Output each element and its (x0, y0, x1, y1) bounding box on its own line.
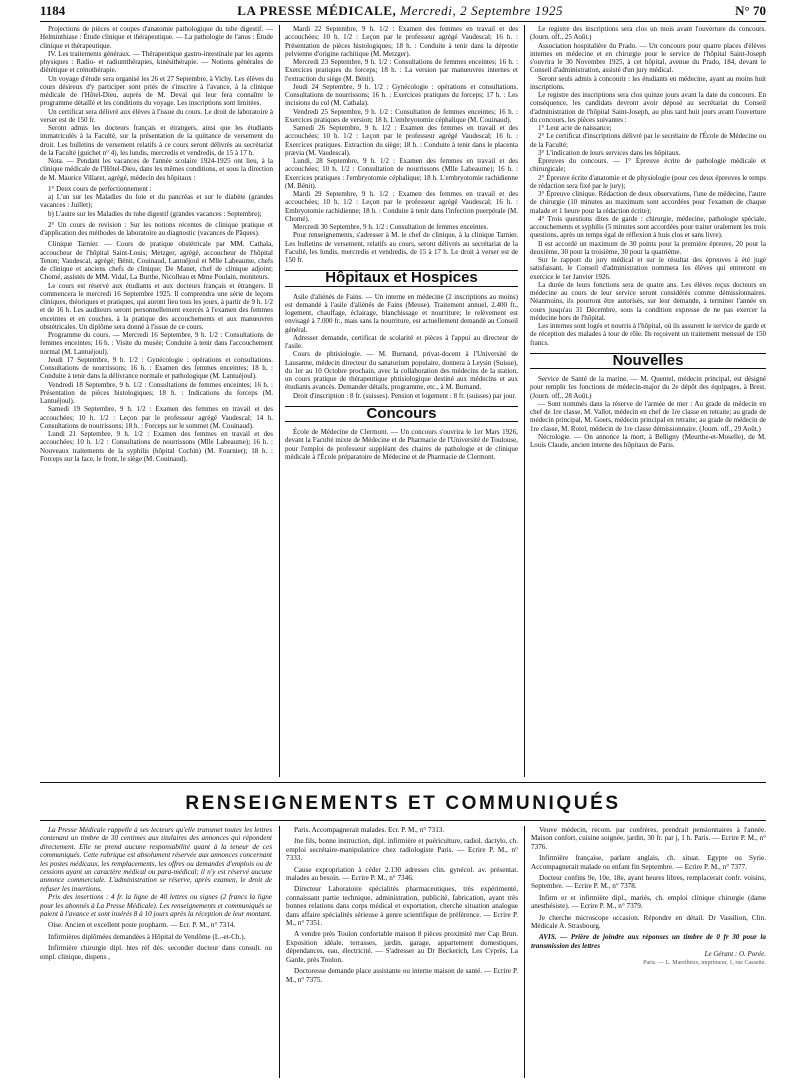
paragraph: Oise. Ancien et excellent poste propharm. — Ecr. P. M., n° 7314. (48, 921, 236, 930)
paragraph: Le registre des inscriptions sera clos un mois avant l'ouverture du concours. (Journ. off., 25 Août.) (530, 25, 766, 42)
paragraph: Mercredi 30 Septembre, 9 h. 1/2 : Consultation de femmes enceintes. (293, 223, 489, 231)
section-rule (40, 782, 766, 783)
paragraph: Projections de pièces et coupes d'anatomie pathologique du tube digestif. — Helminthiase : Étude clinique et thérapeutique. — La pathologie de l'anus : Étude clinique et thérapeutique. (40, 25, 273, 50)
paragraph: Association hospitalière du Prado. — Un concours pour quatre places d'élèves internes en médecine et en chirurgie pour le service de l'hôpital Saint-Joseph s'ouvrira le 30 Novembre 1925, à cet hôpital, avenue du Prado, 184, devant le Conseil d'administration, assisté d'un jury médical. (530, 41, 766, 75)
paragraph: Il est accordé un maximum de 30 points pour la première épreuve, 20 pour la deuxième, 30 pour la troisième, 30 pour la quatrième. (530, 239, 766, 256)
paragraph: Service de Santé de la marine. — M. Quentel, médecin principal, est désigné pour remplir les fonctions de médecin-major du 2e dépôt des équipages, à Brest. (Journ. off., 28 Août.) (530, 375, 766, 400)
paragraph: a) L'un sur les Maladies du foie et du pancréas et sur le diabète (grandes vacances : Juillet); (40, 193, 273, 210)
paragraph: Le Gérant : O. Porée. (704, 950, 766, 959)
paragraph: Seront seuls admis à concourir : les étudiants en médecine, ayant au moins huit inscriptions. (530, 74, 766, 91)
paragraph: IV. Les traitements généraux. — Thérapeutique gastro-intestinale par les agents physiques : Radio- et radiumthérapies, kinésithérapie. — Notions générales de diététique et crénothérapie. (40, 49, 273, 75)
paragraph: Jeudi 24 Septembre, 9 h. 1/2 : Gynécologie : opérations et consultations. Consultations de nourrissons; 16 h. : Exercices pratiques du forceps; 17 h. : Les incisions du col (M. Cathala). (285, 82, 518, 108)
paragraph: Doctoresse demande place assistante ou interne maison de santé. — Ecrire P. M., n° 7375. (286, 967, 518, 984)
paragraph: Prix des insertions : 4 fr. la ligne de 40 lettres ou signes (2 francs la ligne pour les abonnés à La Presse Médicale). Les renseignements et communiqués se paient à l'avance et sont insérés 8 à 10 jours après la réception de leur montant. (40, 893, 272, 919)
journal-title (237, 3, 563, 19)
paragraph: Programme du cours. — Mercredi 16 Septembre, 9 h. 1/2 : Consultations de femmes enceintes; 16 h. : Visite du musée; Conduite à tenir dans l'accouchement normal (M. Lantuéjoul). (40, 331, 273, 356)
column-divider (524, 25, 525, 777)
paragraph: 2° Un cours de revision : Sur les notions récentes de clinique pratique et d'application des méthodes de laboratoire au diagnostic (vacances de Pâques). (40, 220, 273, 237)
paragraph: Vendredi 25 Septembre, 9 h. 1/2 : Consultation de femmes enceintes; 16 h. : Exercices pratiques de version; 18 h. L'embryotomie céphalique (M. Couinaud). (285, 107, 518, 124)
paragraph: Un certificat sera délivré aux élèves à l'issue du cours. Le droit de laboratoire à verser est de 150 fr. (40, 107, 273, 124)
paragraph: Infirmières diplômées demandées à Hôpital de Vendôme (L.-et-Ch.). (48, 932, 246, 941)
section-rule (40, 820, 766, 821)
paragraph: Jne fils, bonne instruction, dipl. infirmière et puériculture, radiol. dactylo, ch. emploi secrétaire-manipulatrice chez radiologiste Paris. — Ecrire P. M., n° 7333. (286, 837, 518, 863)
paragraph: Le registre des inscriptions sera clos quinze jours avant la date du concours. En conséquence, les candidats devront avoir déposé au secrétariat du Conseil d'administration de l'hôpital Saint-Joseph, au plus tard huit jours avant l'ouverture du concours, les pièces suivantes : (530, 91, 766, 124)
ads-column-2 (286, 826, 518, 1078)
paragraph: 2° Épreuve écrite d'anatomie et de physiologie (pour ces deux épreuves le temps de rédaction sera fixé par le jury); (530, 173, 766, 190)
paragraph: Pour renseignements, s'adresser à M. le chef de clinique, à la clinique Tarnier. Les bulletins de versement, relatifs au cours, seront délivrés au secrétariat de la Faculté, les lundis, mercredis et vendredis, de 15 à 17 h. Le droit à verser est de 150 fr. (285, 231, 518, 264)
paragraph: Nota. — Pendant les vacances de l'année scolaire 1924-1925 ont lieu, à la clinique médicale de l'Hôtel-Dieu, dans les mêmes conditions, et sous la direction de M. Maurice Villaret, agrégé, médecin des hôpitaux : (40, 157, 273, 182)
paragraph: Veuve médecin, recom. par confrères, prendrait pensionnaires à l'année. Maison confort, cuisine soignée, jardin, 30 fr. par j, 1 h. Paris. — Ecrire P. M., n° 7376. (531, 826, 766, 851)
issue-number: N° 70 (735, 3, 766, 18)
paragraph: Nécrologie. — On annonce la mort, à Belligny (Meurthe-et-Moselle), de M. Louis Claude, ancien interne des hôpitaux de Paris. (530, 432, 766, 449)
section-heading: Concours (285, 406, 518, 422)
column-divider (279, 826, 280, 1078)
paragraph: Droit d'inscription : 8 fr. (suisses). Pension et logement : 8 fr. (suisses) par jour. (293, 391, 517, 400)
paragraph: Je cherche microscope occasion. Répondre en détail. Dr Vassilion, Clin. Médicale A. Strasbourg. (531, 913, 766, 931)
page-header (40, 3, 766, 21)
paragraph: 3° Épreuve clinique. Rédaction de deux observations, l'une de médecine, l'autre de chirurgie (10 minutes au maximum sont accordées pour l'examen de chaque malade et 1 heure pour la rédaction écrite); (530, 190, 766, 215)
paragraph: 2° Le certificat d'inscriptions délivré par le secrétaire de l'École de Médecine ou de la Faculté; (530, 132, 766, 149)
paragraph: Infirmière chirurgie dipl. htes réf dés. seconder docteur dans consult. ou empl. clinique, dispens , (40, 944, 272, 961)
paragraph: Seront admis les docteurs français et étrangers, ainsi que les étudiants immatriculés à la Faculté, sur la présentation de la quittance de versement du droit. Les bulletins de versement relatifs à ce cours seront délivrés au secrétariat de la Faculté (guichet n° 4), les lundis, mercredis et vendredis, de 15 à 17 h. (40, 124, 273, 157)
paragraph: Un voyage d'étude sera organisé les 26 et 27 Septembre, à Vichy. Les élèves du cours désireux d'y participer sont priés de s'inscrire à l'avance, à la clinique médicale de l'Hôtel-Dieu, auprès de M. Deval qui leur fera connaître le programme détaillé et les conditions du voyage. Les inscriptions sont limitées. (40, 74, 273, 108)
paragraph: b) L'autre sur les Maladies du tube digestif (grandes vacances : Septembre); (48, 209, 262, 218)
paragraph: Mardi 22 Septembre, 9 h. 1/2 : Examen des femmes en travail et des accouchées; 10 h. 1/2 : Leçon par le professeur agrégé Vaudescal; 16 h. : Présentation de pièces histologiques; 18 h. : Conduite à tenir dans la déprotie pelvienne d'origine rachitique (M. Metzger). (285, 25, 518, 58)
paragraph: Cause expropriation à céder 2.130 adresses clin. gynécol. av. présentat. malades au besoin. — Ecrire P. M., n° 7346. (286, 865, 518, 883)
paragraph: Adresser demande, certificat de scolarité et pièces à l'appui au directeur de l'asile. (285, 333, 518, 350)
paragraph: Asile d'aliénés de Fains. — Un interne en médecine (2 inscriptions au moins) est demandé à l'asile d'aliénés de Fains (Meuse). Traitement annuel, 2.400 fr., logement, chauffage, éclairage, blanchissage et nourriture; le relèvement est envisagé à 7.000 fr., mais sans la nourriture, est actuellement demandé au Conseil général. (285, 292, 518, 334)
section-heading: Nouvelles (530, 353, 766, 369)
column-3 (530, 25, 766, 777)
paragraph: Paris. — L. Maretheux, imprimeur, 1, rue Cassette. (643, 959, 766, 966)
issue-date: Mercredi, 2 Septembre 1925 (400, 3, 564, 18)
paragraph: 3° L'indication de leurs services dans les hôpitaux. (538, 148, 681, 157)
ads-column-1 (40, 826, 272, 1078)
column-2 (285, 25, 518, 777)
paragraph: Mercredi 23 Septembre, 9 h. 1/2 : Consultations de femmes enceintes; 16 h. : Exercices pratiques du forceps; 18 h. : La version par manœuvres internes et l'extraction du siège (M. Bénit). (285, 58, 518, 83)
paragraph: Lundi 21 Septembre, 9 h. 1/2 : Examen des femmes en travail et des accouchées; 10 h. 1/2 : Consultations de nourrissons (Mlle Labeaume); 16 h. : Nouveaux traitements de la syphilis (hôpital Cochin) (M. Fournier); 18 h. : Forceps sur la face, le front, le siège (M. Couinaud). (40, 430, 273, 463)
paragraph: Vendredi 18 Septembre, 9 h. 1/2 : Consultations de femmes enceintes; 16 h. : Présentation de pièces histologiques; 18 h. : Indications du forceps (M. Lantuéjoul). (40, 380, 273, 405)
column-1 (40, 25, 273, 777)
paragraph: Clinique Tarnier. — Cours de pratique obstétricale par MM. Cathala, accoucheur de l'hôpital Saint-Louis; Metzger, agrégé, accoucheur de l'hôpital Tenon; Vaudescal, agrégé; Bénit, Couinaud, Lantuéjoul et Mlle Labeaume, chefs de clinique et anciens chefs de clinique; De Manet, chef de clinique adjoint; Chomé, assistés de MM. Vidal, La Burthe, Nicolleau et Mme Poulain, moniteurs. (40, 240, 273, 282)
column-divider (279, 25, 280, 777)
paragraph: Mardi 29 Septembre, 9 h. 1/2 : Examen des femmes en travail et des accouchées; 10 h. 1/2 : Leçon par le professeur agrégé Vaudescal; 16 h. : Embryotomie rachidienne; 18 h. : Conduite à tenir dans l'infection puerpérale (M. Chomé). (285, 190, 518, 223)
paragraph: 1° Deux cours de perfectionnement : (48, 184, 152, 193)
paragraph: Docteur confins 9e, 10e, 18e, ayant heures libres, remplacerait confr. voisins, Septembre. — Ecrire P. M., n° 7378. (531, 874, 766, 891)
header-rule (40, 21, 766, 22)
paragraph: École de Médecine de Clermont. — Un concours s'ouvrira le 1er Mars 1926, devant la Faculté mixte de Médecine et de Pharmacie de l'Université de Toulouse, pour l'emploi de professeur suppléant des chaires de pathologie et de clinique médicale à l'École préparatoire de Médecine et de Pharmacie de Clermont. (285, 428, 518, 461)
paragraph: Infirmière française, parlant anglais, ch. situat. Egypte ou Syrie. Accompagnerait malade ou enfant fin Septembre. — Ecrire P. M., n° 7377. (531, 854, 766, 871)
paragraph: — Sont nommés dans la réserve de l'armée de mer : Au grade de médecin en chef de 1re classe, M. Vallot, médecin en chef de 1re classe en retraite; au grade de médecin principal, M. Goers, médecin principal en retraite; au grade de médecin de 1re classe, M. Rotel, médecin de 1re classe démissionnaire. (Journ. off., 29 Août.) (530, 399, 766, 433)
column-divider (524, 826, 525, 1078)
paragraph: Jeudi 17 Septembre, 9 h. 1/2 : Gynécologie : opérations et consultations. Consultations de nourrissons; 16 h. : Examen des femmes enceintes; 18 h. : Conduite à tenir dans la délivrance normale et pathologique (M. Lantuéjoul). (40, 355, 273, 381)
paragraph: 4° Trois questions dites de garde : chirurgie, médecine, pathologie spéciale, accouchements et syphilis (5 minutes sont accordées pour traiter oralement les trois questions, après un temps égal de réflexion à huis clos et sans livre). (530, 214, 766, 240)
paragraph: 1° Leur acte de naissance; (538, 124, 612, 132)
paragraph: Infirm er et infirmière dipl., mariés, ch. emploi clinique chirurgie (dame anesthésiste). — Ecrire P. M., n° 7379. (531, 893, 766, 911)
paragraph: Le cours est réservé aux étudiants et aux docteurs français et étrangers. Il commencera le mercredi 16 Septembre 1925. Il comprendra une série de leçons cliniques, théoriques et pratiques, qui auront lieu tous les jours, à partir de 9 h. 1/2 et de 16 h. Les auditeurs seront personnellement exercés à l'examen des femmes enceintes et en couches, à la pratique des accouchements et aux manœuvres obstétricales. Un diplôme sera donné à l'issue de ce cours. (40, 281, 273, 331)
paragraph: Lundi, 28 Septembre, 9 h. 1/2 : Examen des femmes en travail et des accouchées; 10 h. 1/2 : Consultation de nourrissons (Mlle Labeaume); 16 h. : Exercices pratiques : l'embryotomie céphalique; 18 h. L'embryotomie rachidienne (M. Bénit). (285, 157, 518, 190)
page-number: 1184 (40, 3, 66, 18)
paragraph: Directeur Laboratoire spécialités pharmaceutiques, très expérimenté, connaissant partie technique, administration, publicité, fabrication, ayant très bonnes relations dans corps médical et exportation, cherche situation analogue dans affaire spécialités sérieuse à genre scientifique de préférence. — Ecrire P. M., n° 7351. (286, 885, 518, 928)
paragraph: Paris. Accompagnerait malades. Ecr. P. M., n° 7313. (294, 826, 445, 834)
journal-name: LA PRESSE MÉDICALE, (237, 3, 397, 18)
paragraph: Samedi 19 Septembre, 9 h. 1/2 : Examen des femmes en travail et des accouchées; 10 h. 1/2 : Leçon par le professeur agrégé Vaudescal; 14 h. Consultations de nourrissons; 18 h. : Forceps sur le sommet (M. Couinaud). (40, 405, 273, 430)
paragraph: A vendre près Toulon confortable maison 8 pièces proximité mer Cap Brun. Exposition idéale, terrasses, jardin, garage, appartement domestiques, dépendances, eau, électricité. — S'adresser au Dr Beckerich, Les Cyprès, La Garde, près Toulon. (286, 930, 518, 964)
paragraph: Épreuves du concours. — 1° Épreuve écrite de pathologie médicale et chirurgicale; (530, 157, 766, 174)
paragraph: Sur le rapport du jury médical et sur le résultat des épreuves à été jugé satisfaisant, le Conseil d'administration nommera les élèves qui entreront en exercice le 1er Janvier 1926. (530, 256, 766, 281)
section-heading: Hôpitaux et Hospices (285, 270, 518, 286)
paragraph: La Presse Médicale rappelle à ses lecteurs qu'elle transmet toutes les lettres contenant un timbre de 30 centimes aux titulaires des annonces qui répondent directement. Elle ne prend aucune responsabilité quant à la teneur de ces communiqués. Cette rubrique est absolument réservée aux annonces concernant les postes médicaux, les remplacements, les offres ou demandes d'emplois ou de cessions ayant un caractère médical ou para-médical; il n'y est réservé aucune annonce commerciale. L'administration se réserve, après examen, le droit de refuser les insertions. (40, 826, 272, 893)
paragraph: Samedi 26 Septembre, 9 h. 1/2 : Examen des femmes en travail et des accouchées; 10 h. 1/2 : Leçon par le professeur agrégé Vaudescal; 16 h. : Exercices pratiques. Extraction du siège; 18 h. : Conduite à tenir dans le placenta prævia (M. Vaudescal). (285, 124, 518, 157)
ads-column-3 (531, 826, 766, 1078)
section-heading-renseignements: RENSEIGNEMENTS ET COMMUNIQUÉS (185, 793, 621, 814)
paragraph: Les internes sont logés et nourris à l'hôpital, où ils assurent le service de garde et de réception des malades à tour de rôle. Ils reçoivent un traitement mensuel de 150 francs. (530, 322, 766, 347)
paragraph: La durée de leurs fonctions sera de quatre ans. Les élèves reçus docteurs en médecine au cours de leur service seront considérés comme démissionnaires. Néanmoins, ils pourront être autorisés, sur leur demande, à terminer l'année en cours jusqu'au 31 Décembre, sous la condition expresse de ne pas exercer la médecine hors de l'hôpital. (530, 280, 766, 322)
paragraph: Cours de phtisiologie. — M. Burnand, privat-docent à l'Université de Lausanne, médecin directeur du sanatorium populaire, donnera à Leysin (Suisse), du 1er au 10 Octobre prochain, avec la collaboration des médecins de la station, un cours pratique de thérapeutique phtisiologique destiné aux médecins et aux étudiants avancés. Demander détails, programme, etc., à M. Burnand. (285, 350, 518, 392)
paragraph: AVIS. — Prière de joindre aux réponses un timbre de 0 fr 30 pour la transmission des lettres (531, 933, 766, 950)
